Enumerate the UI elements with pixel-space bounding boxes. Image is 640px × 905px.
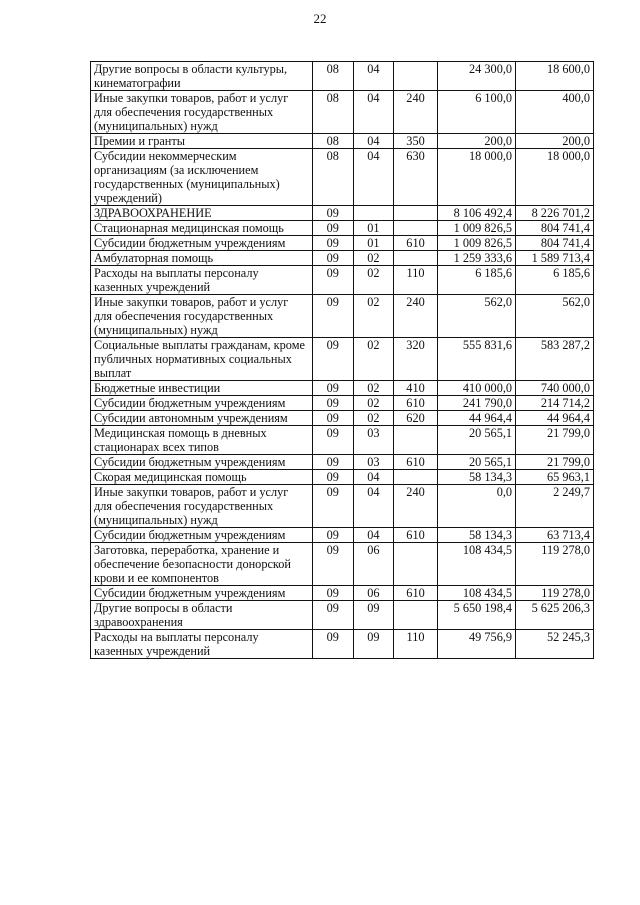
expense-name-cell: Субсидии некоммерческим организациям (за исключением государственных (муниципальных) учреждений) <box>91 149 313 206</box>
table-row <box>91 485 594 528</box>
expense-type-code-cell: 410 <box>393 381 437 396</box>
expense-name-cell: Субсидии бюджетным учреждениям <box>91 236 313 251</box>
subsection-code-cell: 09 <box>353 630 393 659</box>
amount-year1-cell: 108 434,5 <box>438 586 516 601</box>
expense-type-code-cell: 630 <box>393 149 437 206</box>
section-code-cell: 08 <box>312 62 353 91</box>
table-row <box>91 251 594 266</box>
section-code-cell: 09 <box>312 251 353 266</box>
amount-year1-cell: 562,0 <box>438 295 516 338</box>
section-code-cell: 09 <box>312 470 353 485</box>
subsection-code-cell: 04 <box>353 62 393 91</box>
expense-name-cell: Скорая медицинская помощь <box>91 470 313 485</box>
subsection-code-cell: 04 <box>353 134 393 149</box>
subsection-code-cell: 02 <box>353 338 393 381</box>
table-row <box>91 381 594 396</box>
expense-type-code-cell: 240 <box>393 295 437 338</box>
section-code-cell: 09 <box>312 630 353 659</box>
section-code-cell: 09 <box>312 543 353 586</box>
table-row <box>91 630 594 659</box>
subsection-code-cell: 04 <box>353 485 393 528</box>
amount-year2-cell: 8 226 701,2 <box>516 206 594 221</box>
expense-type-code-cell: 610 <box>393 396 437 411</box>
amount-year2-cell: 5 625 206,3 <box>516 601 594 630</box>
expense-name-cell: Иные закупки товаров, работ и услуг для обеспечения государственных (муниципальных) нужд <box>91 91 313 134</box>
subsection-code-cell: 01 <box>353 236 393 251</box>
budget-table <box>90 61 594 659</box>
page-number: 22 <box>313 11 327 26</box>
table-row <box>91 470 594 485</box>
expense-name-cell: Социальные выплаты гражданам, кроме публичных нормативных социальных выплат <box>91 338 313 381</box>
subsection-code-cell: 02 <box>353 251 393 266</box>
expense-name-cell: Иные закупки товаров, работ и услуг для обеспечения государственных (муниципальных) нужд <box>91 485 313 528</box>
amount-year1-cell: 6 100,0 <box>438 91 516 134</box>
amount-year1-cell: 18 000,0 <box>438 149 516 206</box>
expense-type-code-cell: 610 <box>393 528 437 543</box>
section-code-cell: 09 <box>312 455 353 470</box>
section-code-cell: 09 <box>312 586 353 601</box>
amount-year1-cell: 1 009 826,5 <box>438 221 516 236</box>
expense-type-code-cell <box>393 62 437 91</box>
subsection-code-cell: 06 <box>353 586 393 601</box>
expense-type-code-cell: 350 <box>393 134 437 149</box>
table-row <box>91 134 594 149</box>
amount-year2-cell: 2 249,7 <box>516 485 594 528</box>
table-row <box>91 543 594 586</box>
expense-type-code-cell: 610 <box>393 586 437 601</box>
section-code-cell: 08 <box>312 91 353 134</box>
expense-name-cell: Расходы на выплаты персоналу казенных учреждений <box>91 266 313 295</box>
section-code-cell: 09 <box>312 426 353 455</box>
expense-name-cell: Субсидии автономным учреждениям <box>91 411 313 426</box>
table-row <box>91 295 594 338</box>
subsection-code-cell: 01 <box>353 221 393 236</box>
section-code-cell: 09 <box>312 206 353 221</box>
expense-type-code-cell <box>393 543 437 586</box>
subsection-code-cell: 09 <box>353 601 393 630</box>
subsection-code-cell: 02 <box>353 396 393 411</box>
expense-type-code-cell: 240 <box>393 485 437 528</box>
expense-name-cell: Бюджетные инвестиции <box>91 381 313 396</box>
expense-name-cell: Другие вопросы в области культуры, кинематографии <box>91 62 313 91</box>
section-code-cell: 09 <box>312 396 353 411</box>
subsection-code-cell: 04 <box>353 470 393 485</box>
expense-type-code-cell: 320 <box>393 338 437 381</box>
subsection-code-cell: 03 <box>353 426 393 455</box>
section-code-cell: 09 <box>312 528 353 543</box>
expense-type-code-cell <box>393 251 437 266</box>
subsection-code-cell: 02 <box>353 411 393 426</box>
expense-name-cell: Расходы на выплаты персоналу казенных учреждений <box>91 630 313 659</box>
subsection-code-cell: 04 <box>353 91 393 134</box>
amount-year1-cell: 44 964,4 <box>438 411 516 426</box>
amount-year1-cell: 1 259 333,6 <box>438 251 516 266</box>
budget-table-body <box>91 62 594 659</box>
table-row <box>91 221 594 236</box>
amount-year2-cell: 52 245,3 <box>516 630 594 659</box>
amount-year1-cell: 6 185,6 <box>438 266 516 295</box>
expense-name-cell: Премии и гранты <box>91 134 313 149</box>
expense-name-cell: Субсидии бюджетным учреждениям <box>91 396 313 411</box>
expense-type-code-cell <box>393 601 437 630</box>
expense-type-code-cell <box>393 470 437 485</box>
amount-year2-cell: 18 600,0 <box>516 62 594 91</box>
amount-year2-cell: 400,0 <box>516 91 594 134</box>
table-row <box>91 206 594 221</box>
table-row <box>91 338 594 381</box>
amount-year1-cell: 241 790,0 <box>438 396 516 411</box>
amount-year1-cell: 58 134,3 <box>438 528 516 543</box>
amount-year2-cell: 119 278,0 <box>516 543 594 586</box>
expense-name-cell: Иные закупки товаров, работ и услуг для обеспечения государственных (муниципальных) нужд <box>91 295 313 338</box>
amount-year2-cell: 21 799,0 <box>516 426 594 455</box>
subsection-code-cell: 02 <box>353 266 393 295</box>
amount-year2-cell: 1 589 713,4 <box>516 251 594 266</box>
subsection-code-cell <box>353 206 393 221</box>
section-code-cell: 09 <box>312 485 353 528</box>
section-code-cell: 08 <box>312 149 353 206</box>
table-row <box>91 396 594 411</box>
table-row <box>91 411 594 426</box>
section-code-cell: 08 <box>312 134 353 149</box>
table-row <box>91 149 594 206</box>
amount-year1-cell: 24 300,0 <box>438 62 516 91</box>
expense-type-code-cell <box>393 221 437 236</box>
expense-name-cell: Другие вопросы в области здравоохранения <box>91 601 313 630</box>
section-code-cell: 09 <box>312 236 353 251</box>
section-code-cell: 09 <box>312 338 353 381</box>
table-row <box>91 528 594 543</box>
table-row <box>91 426 594 455</box>
amount-year1-cell: 108 434,5 <box>438 543 516 586</box>
expense-type-code-cell: 240 <box>393 91 437 134</box>
amount-year2-cell: 65 963,1 <box>516 470 594 485</box>
amount-year1-cell: 8 106 492,4 <box>438 206 516 221</box>
amount-year1-cell: 200,0 <box>438 134 516 149</box>
table-row <box>91 455 594 470</box>
expense-name-cell: Медицинская помощь в дневных стационарах всех типов <box>91 426 313 455</box>
section-code-cell: 09 <box>312 221 353 236</box>
amount-year1-cell: 1 009 826,5 <box>438 236 516 251</box>
amount-year2-cell: 804 741,4 <box>516 236 594 251</box>
expense-name-cell: Стационарная медицинская помощь <box>91 221 313 236</box>
amount-year2-cell: 804 741,4 <box>516 221 594 236</box>
amount-year1-cell: 555 831,6 <box>438 338 516 381</box>
amount-year1-cell: 0,0 <box>438 485 516 528</box>
expense-name-cell: ЗДРАВООХРАНЕНИЕ <box>91 206 313 221</box>
amount-year1-cell: 410 000,0 <box>438 381 516 396</box>
amount-year2-cell: 562,0 <box>516 295 594 338</box>
amount-year2-cell: 214 714,2 <box>516 396 594 411</box>
expense-type-code-cell: 610 <box>393 455 437 470</box>
table-row <box>91 91 594 134</box>
amount-year2-cell: 44 964,4 <box>516 411 594 426</box>
expense-type-code-cell: 110 <box>393 630 437 659</box>
subsection-code-cell: 02 <box>353 381 393 396</box>
subsection-code-cell: 02 <box>353 295 393 338</box>
section-code-cell: 09 <box>312 381 353 396</box>
section-code-cell: 09 <box>312 601 353 630</box>
amount-year1-cell: 58 134,3 <box>438 470 516 485</box>
table-row <box>91 586 594 601</box>
amount-year2-cell: 200,0 <box>516 134 594 149</box>
table-row <box>91 266 594 295</box>
expense-name-cell: Заготовка, переработка, хранение и обеспечение безопасности донорской крови и ее компонентов <box>91 543 313 586</box>
expense-type-code-cell <box>393 206 437 221</box>
amount-year1-cell: 5 650 198,4 <box>438 601 516 630</box>
expense-name-cell: Субсидии бюджетным учреждениям <box>91 586 313 601</box>
subsection-code-cell: 04 <box>353 149 393 206</box>
expense-type-code-cell: 110 <box>393 266 437 295</box>
expense-name-cell: Амбулаторная помощь <box>91 251 313 266</box>
expense-name-cell: Субсидии бюджетным учреждениям <box>91 528 313 543</box>
amount-year2-cell: 6 185,6 <box>516 266 594 295</box>
table-row <box>91 236 594 251</box>
amount-year2-cell: 740 000,0 <box>516 381 594 396</box>
expense-type-code-cell: 620 <box>393 411 437 426</box>
subsection-code-cell: 04 <box>353 528 393 543</box>
expense-type-code-cell: 610 <box>393 236 437 251</box>
amount-year1-cell: 20 565,1 <box>438 426 516 455</box>
amount-year2-cell: 63 713,4 <box>516 528 594 543</box>
section-code-cell: 09 <box>312 295 353 338</box>
section-code-cell: 09 <box>312 266 353 295</box>
amount-year2-cell: 583 287,2 <box>516 338 594 381</box>
amount-year1-cell: 49 756,9 <box>438 630 516 659</box>
expense-name-cell: Субсидии бюджетным учреждениям <box>91 455 313 470</box>
amount-year2-cell: 21 799,0 <box>516 455 594 470</box>
subsection-code-cell: 03 <box>353 455 393 470</box>
amount-year1-cell: 20 565,1 <box>438 455 516 470</box>
expense-type-code-cell <box>393 426 437 455</box>
amount-year2-cell: 119 278,0 <box>516 586 594 601</box>
subsection-code-cell: 06 <box>353 543 393 586</box>
table-row <box>91 601 594 630</box>
section-code-cell: 09 <box>312 411 353 426</box>
table-row <box>91 62 594 91</box>
amount-year2-cell: 18 000,0 <box>516 149 594 206</box>
